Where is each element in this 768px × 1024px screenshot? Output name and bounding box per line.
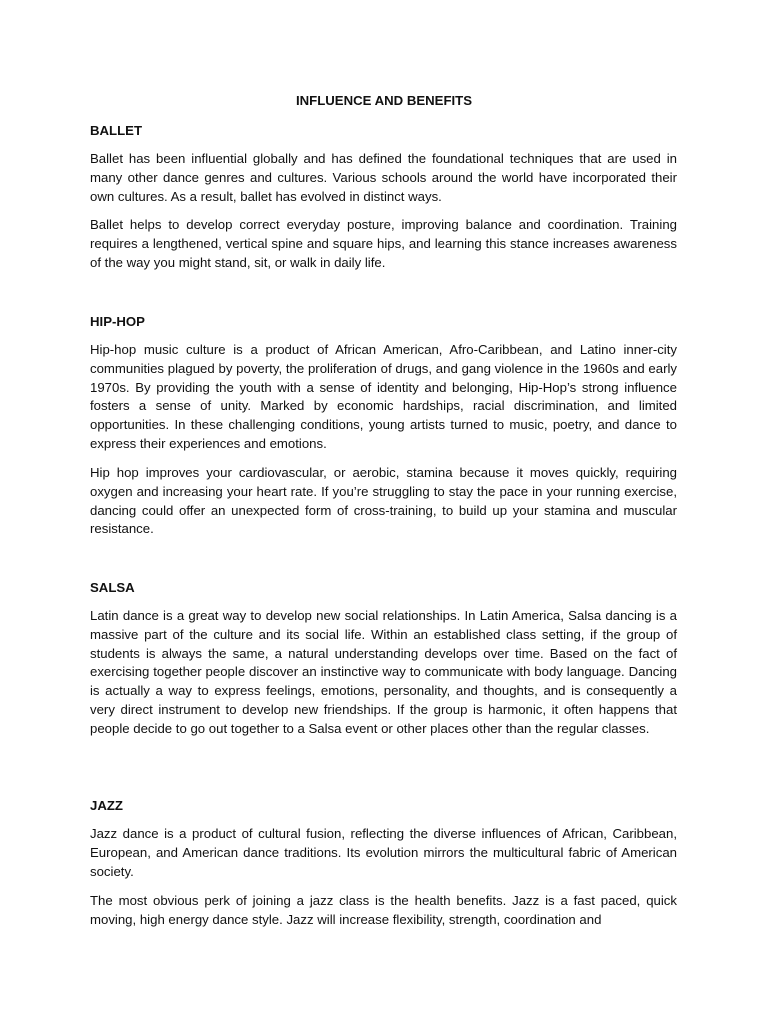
ballet-paragraph-1: Ballet has been influential globally and has defined the foundational techniques that are used in many other dance genres and cultures. Various schools around the world have incorporated their own cultures. As a result, ballet has evolved in distinct ways. (90, 151, 677, 204)
hip-hop-paragraph-2: Hip hop improves your cardiovascular, or aerobic, stamina because it moves quickly, requiring oxygen and increasing your heart rate. If you’re struggling to stay the pace in your running exercise, dancing could offer an unexpected form of cross-training, to build up your stamina and muscular resistance. (90, 465, 677, 537)
ballet-paragraph-2: Ballet helps to develop correct everyday posture, improving balance and coordination. Training requires a lengthened, vertical spine and square hips, and learning this stance increases awareness of the way you might stand, sit, or walk in daily life. (90, 217, 677, 270)
section-heading-jazz: JAZZ (90, 798, 123, 813)
jazz-paragraph-1: Jazz dance is a product of cultural fusion, reflecting the diverse influences of African, Caribbean, European, and American dance traditions. Its evolution mirrors the multicultural fabric of American society. (90, 826, 677, 879)
document-title: INFLUENCE AND BENEFITS (295, 93, 473, 108)
salsa-paragraph-1: Latin dance is a great way to develop new social relationships. In Latin America, Salsa dancing is a massive part of the culture and its social life. Within an established class setting, if the group of students is always the same, a natural understanding develops over time. Based on the fact of exercising together people discover an instinctive way to communicate with body language. Dancing is actually a way to express feelings, emotions, personality, and thoughts, and is consequently a very direct instrument to develop new friendships. If the group is harmonic, it often happens that people decide to go out together to a Salsa event or other places other than the regular classes. (90, 608, 677, 736)
section-heading-salsa: SALSA (90, 580, 135, 595)
hip-hop-paragraph-1: Hip-hop music culture is a product of African American, Afro-Caribbean, and Latino inner-city communities plagued by poverty, the proliferation of drugs, and gang violence in the 1960s and early 1970s. By providing the youth with a sense of identity and belonging, Hip-Hop’s strong influence fosters a sense of unity. Marked by economic hardships, racial discrimination, and limited opportunities. In these challenging conditions, young artists turned to music, poetry, and dance to express their experiences and emotions. (90, 342, 677, 451)
jazz-paragraph-2: The most obvious perk of joining a jazz class is the health benefits. Jazz is a fast paced, quick moving, high energy dance style. Jazz will increase flexibility, strength, coordination and (90, 893, 677, 927)
section-heading-ballet: BALLET (90, 123, 143, 138)
section-heading-hip-hop: HIP-HOP (90, 314, 145, 329)
